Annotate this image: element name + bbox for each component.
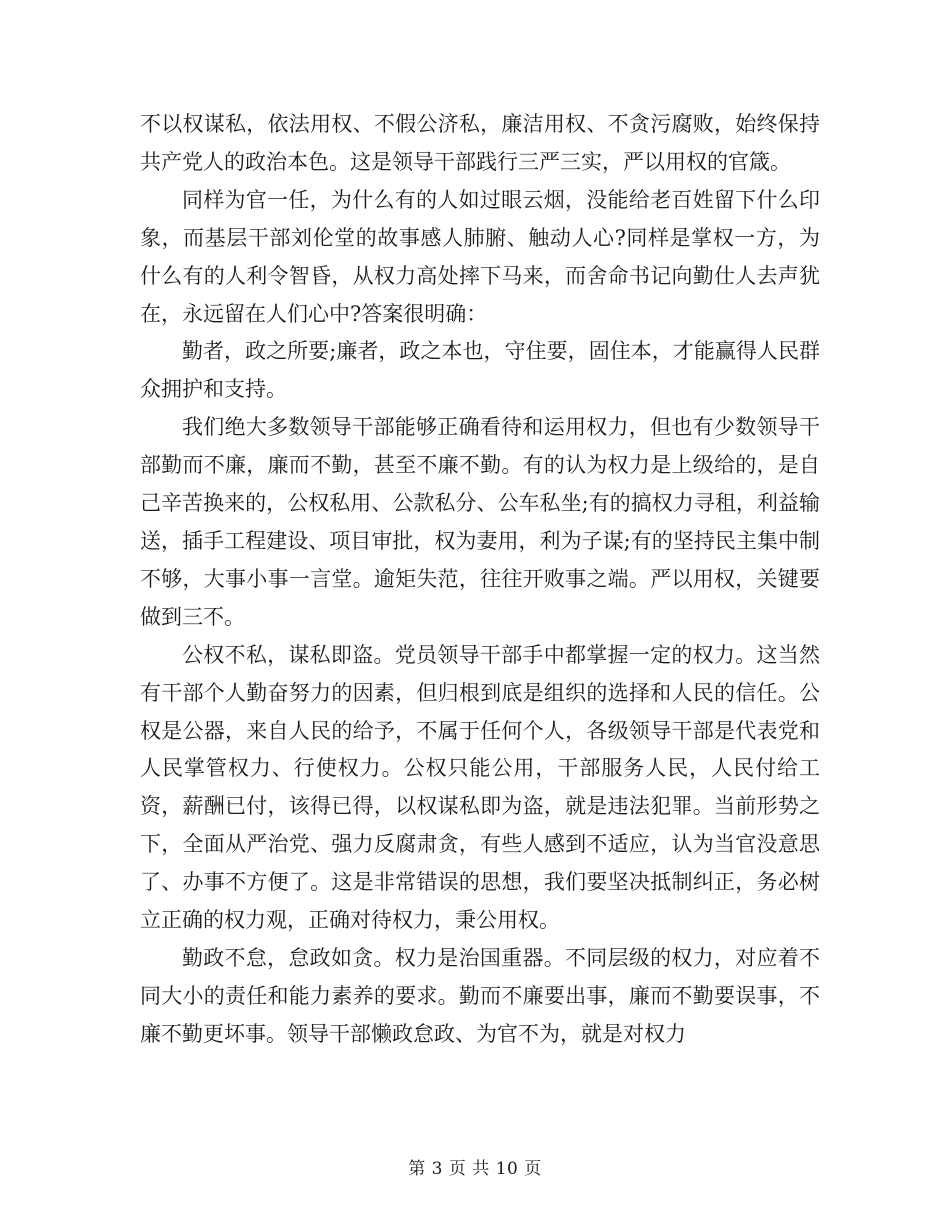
paragraph-5: 公权不私，谋私即盗。党员领导干部手中都掌握一定的权力。这当然有干部个人勤奋努力的因素，但归根到底是组织的选择和人民的信任。公权是公器，来自人民的给予，不属于任何个人，各级领导干部是代表党和人民掌管权力、行使权力。公权只能公用，干部服务人民，人民付给工资，薪酬已付，该得已得，以权谋私即为盗，就是违法犯罪。当前形势之下，全面从严治党、强力反腐肃贪，有些人感到不适应，认为当官没意思了、办事不方便了。这是非常错误的思想，我们要坚决抵制纠正，务必树立正确的权力观，正确对待权力，秉公用权。 [140, 642, 820, 933]
paragraph-3: 勤者，政之所要;廉者，政之本也，守住要，固住本，才能赢得人民群众拥护和支持。 [140, 339, 820, 402]
paragraph-1: 不以权谋私，依法用权、不假公济私，廉洁用权、不贪污腐败，始终保持共产党人的政治本色。这是领导干部践行三严三实，严以用权的官箴。 [140, 112, 820, 174]
paragraph-4: 我们绝大多数领导干部能够正确看待和运用权力，但也有少数领导干部勤而不廉，廉而不勤，甚至不廉不勤。有的认为权力是上级给的，是自己辛苦换来的，公权私用、公款私分、公车私坐;有的搞权力寻租，利益输送，插手工程建设、项目审批，权为妻用，利为子谋;有的坚持民主集中制不够，大事小事一言堂。逾矩失范，往往开败事之端。严以用权，关键要做到三不。 [140, 415, 820, 629]
document-body [140, 106, 820, 1054]
paragraph-6: 勤政不怠，怠政如贪。权力是治国重器。不同层级的权力，对应着不同大小的责任和能力素养的要求。勤而不廉要出事，廉而不勤要误事，不廉不勤更坏事。领导干部懒政怠政、为官不为，就是对权力 [140, 945, 820, 1046]
paragraph-2: 同样为官一任，为什么有的人如过眼云烟，没能给老百姓留下什么印象，而基层干部刘伦堂的故事感人肺腑、触动人心?同样是掌权一方，为什么有的人利令智昏，从权力高处摔下马来，而舍命书记向勤仕人去声犹在，永远留在人们心中?答案很明确： [140, 187, 820, 326]
page-number-footer: 第 3 页 共 10 页 [408, 1159, 542, 1179]
